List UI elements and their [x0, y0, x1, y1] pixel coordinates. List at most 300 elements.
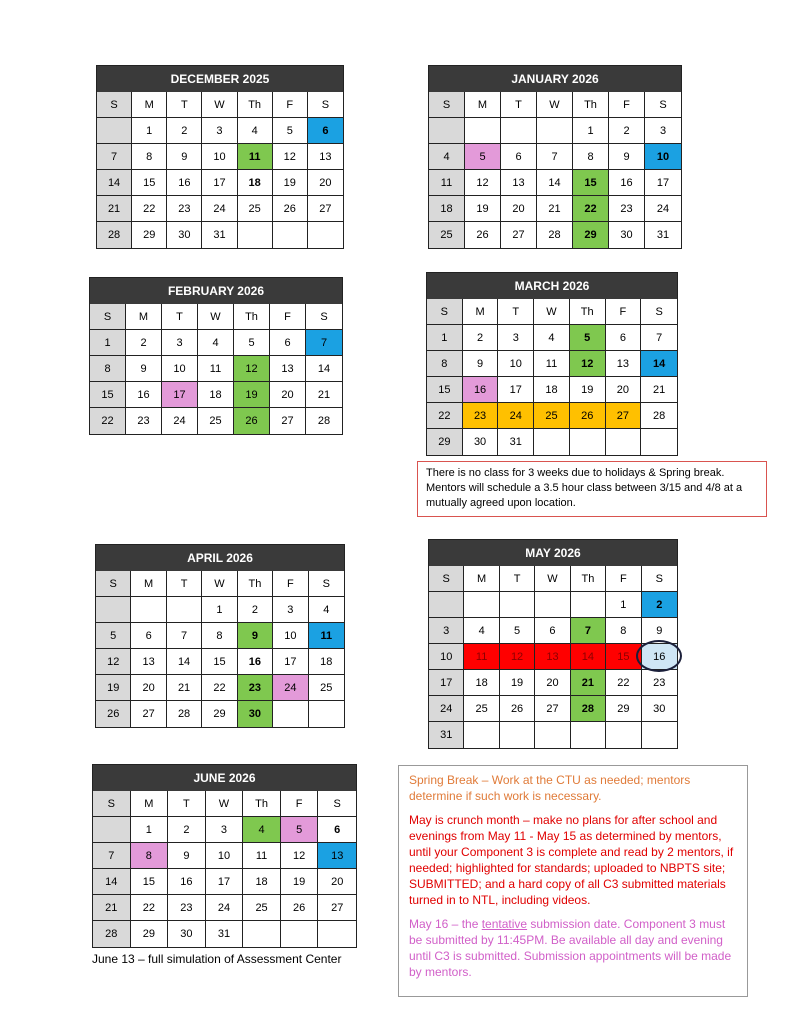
day-cell: 16 [167, 170, 202, 196]
empty-day-cell [535, 722, 570, 748]
empty-day-cell [500, 592, 535, 618]
day-cell: 4 [243, 817, 281, 843]
empty-day-cell [429, 592, 464, 618]
weekday-header: S [642, 566, 677, 592]
weekday-header: S [645, 92, 681, 118]
day-cell: 10 [273, 623, 308, 649]
day-cell: 20 [308, 170, 343, 196]
day-cell: 8 [90, 356, 126, 382]
empty-day-cell [642, 722, 677, 748]
day-cell: 26 [570, 403, 606, 429]
weekday-header: T [167, 571, 202, 597]
may-crunch-note: May is crunch month – make no plans for after school and evenings from May 11 - May 15 as determined by mentors, until your Component 3 is complete and read by 2 mentors, if needed; highlighted for standards; uploaded to NBPTS site; SUBMITTED; and a hard copy of all C3 submitted materials turned in to NTL, including videos. [409, 813, 734, 907]
empty-day-cell [535, 592, 570, 618]
day-cell: 26 [273, 196, 308, 222]
day-cell: 12 [500, 644, 535, 670]
day-cell: 10 [202, 144, 237, 170]
calendar-grid [93, 791, 356, 947]
day-cell: 17 [498, 377, 534, 403]
day-cell: 18 [198, 382, 234, 408]
day-cell: 5 [273, 118, 308, 144]
day-cell: 20 [535, 670, 570, 696]
empty-day-cell [318, 921, 356, 947]
day-cell: 23 [168, 895, 206, 921]
day-cell: 24 [273, 675, 308, 701]
day-cell: 15 [606, 644, 641, 670]
day-cell: 6 [131, 623, 166, 649]
day-cell: 26 [465, 222, 501, 248]
day-cell: 7 [167, 623, 202, 649]
weekday-header: S [641, 299, 677, 325]
day-cell: 24 [498, 403, 534, 429]
day-cell: 23 [463, 403, 499, 429]
day-cell: 8 [132, 144, 167, 170]
day-cell: 19 [570, 377, 606, 403]
day-cell: 9 [463, 351, 499, 377]
day-cell: 14 [537, 170, 573, 196]
day-cell: 27 [606, 403, 642, 429]
march-note-text: There is no class for 3 weeks due to holidays & Spring break. Mentors will schedule a 3.5 hour class between 3/15 and 4/8 at a mutually agreed upon location. [426, 467, 743, 509]
day-cell: 14 [641, 351, 677, 377]
weekday-header: S [427, 299, 463, 325]
day-cell: 31 [429, 722, 464, 748]
empty-day-cell [571, 722, 606, 748]
day-cell: 28 [167, 701, 202, 727]
weekday-header: W [202, 571, 237, 597]
calendar-title: FEBRUARY 2026 [90, 278, 342, 304]
weekday-header: S [97, 92, 132, 118]
day-cell: 3 [498, 325, 534, 351]
empty-day-cell [281, 921, 319, 947]
day-cell: 14 [97, 170, 132, 196]
day-cell: 11 [243, 843, 281, 869]
day-cell: 3 [273, 597, 308, 623]
day-cell: 7 [537, 144, 573, 170]
day-cell: 24 [429, 696, 464, 722]
day-cell: 17 [206, 869, 244, 895]
day-cell: 18 [429, 196, 465, 222]
day-cell: 12 [273, 144, 308, 170]
day-cell: 1 [131, 817, 169, 843]
day-cell: 18 [464, 670, 499, 696]
day-cell: 2 [463, 325, 499, 351]
day-cell: 5 [465, 144, 501, 170]
day-cell: 11 [534, 351, 570, 377]
empty-day-cell [167, 597, 202, 623]
day-cell: 28 [537, 222, 573, 248]
day-cell: 14 [167, 649, 202, 675]
day-cell: 25 [243, 895, 281, 921]
day-cell: 25 [238, 196, 273, 222]
weekday-header: T [500, 566, 535, 592]
day-cell: 29 [427, 429, 463, 455]
empty-day-cell [429, 118, 465, 144]
day-cell: 24 [206, 895, 244, 921]
day-cell: 25 [429, 222, 465, 248]
day-cell: 25 [534, 403, 570, 429]
day-cell: 14 [571, 644, 606, 670]
day-cell: 20 [318, 869, 356, 895]
day-cell: 10 [498, 351, 534, 377]
day-cell: 2 [642, 592, 677, 618]
weekday-header: S [318, 791, 356, 817]
day-cell: 13 [270, 356, 306, 382]
day-cell: 15 [202, 649, 237, 675]
day-cell: 16 [168, 869, 206, 895]
day-cell: 21 [93, 895, 131, 921]
day-cell: 9 [642, 618, 677, 644]
day-cell: 13 [501, 170, 537, 196]
day-cell: 22 [131, 895, 169, 921]
day-cell: 13 [606, 351, 642, 377]
day-cell: 28 [641, 403, 677, 429]
calendar-april-2026 [95, 544, 345, 728]
day-cell: 26 [234, 408, 270, 434]
day-cell: 8 [131, 843, 169, 869]
empty-day-cell [606, 722, 641, 748]
empty-day-cell [570, 429, 606, 455]
day-cell: 31 [206, 921, 244, 947]
day-cell: 17 [645, 170, 681, 196]
day-cell: 7 [97, 144, 132, 170]
day-cell: 30 [642, 696, 677, 722]
day-cell: 25 [464, 696, 499, 722]
weekday-header: W [534, 299, 570, 325]
day-cell: 11 [464, 644, 499, 670]
day-cell: 4 [198, 330, 234, 356]
calendar-grid [96, 571, 344, 727]
calendar-grid [97, 92, 343, 248]
weekday-header: M [463, 299, 499, 325]
day-cell: 11 [429, 170, 465, 196]
day-cell: 24 [202, 196, 237, 222]
day-cell: 4 [464, 618, 499, 644]
day-cell: 7 [641, 325, 677, 351]
calendar-title: MAY 2026 [429, 540, 677, 566]
day-cell: 23 [126, 408, 162, 434]
calendar-title: JANUARY 2026 [429, 66, 681, 92]
weekday-header: Th [571, 566, 606, 592]
weekday-header: S [306, 304, 342, 330]
day-cell: 15 [90, 382, 126, 408]
day-cell: 29 [132, 222, 167, 248]
day-cell: 5 [96, 623, 131, 649]
day-cell: 6 [318, 817, 356, 843]
weekday-header: M [131, 571, 166, 597]
empty-day-cell [93, 817, 131, 843]
weekday-header: Th [238, 92, 273, 118]
calendar-grid [90, 304, 342, 434]
day-cell: 25 [198, 408, 234, 434]
weekday-header: F [606, 299, 642, 325]
day-cell: 31 [656, 229, 670, 241]
day-cell: 24 [162, 408, 198, 434]
day-cell: 22 [606, 670, 641, 696]
weekday-header: Th [238, 571, 273, 597]
weekday-header: T [501, 92, 537, 118]
day-cell: 12 [96, 649, 131, 675]
day-cell: 15 [427, 377, 463, 403]
weekday-header: F [273, 92, 308, 118]
empty-day-cell [243, 921, 281, 947]
day-cell: 20 [131, 675, 166, 701]
day-cell: 17 [429, 670, 464, 696]
empty-day-cell [308, 222, 343, 248]
empty-day-cell [464, 722, 499, 748]
day-cell: 4 [309, 597, 344, 623]
weekday-header: M [465, 92, 501, 118]
weekday-header: M [126, 304, 162, 330]
day-cell: 16 [126, 382, 162, 408]
day-cell: 26 [281, 895, 319, 921]
weekday-header: S [429, 566, 464, 592]
calendar-grid [429, 92, 681, 248]
day-cell: 5 [570, 325, 606, 351]
day-cell: 18 [309, 649, 344, 675]
day-cell: 22 [132, 196, 167, 222]
day-cell: 10 [645, 144, 681, 170]
day-cell: 25 [309, 675, 344, 701]
empty-day-cell [606, 429, 642, 455]
empty-day-cell [465, 118, 501, 144]
day-cell: 9 [609, 144, 645, 170]
day-cell: 8 [427, 351, 463, 377]
day-cell: 26 [500, 696, 535, 722]
weekday-header: S [93, 791, 131, 817]
day-cell: 4 [534, 325, 570, 351]
day-cell: 31 [498, 429, 534, 455]
empty-day-cell [273, 222, 308, 248]
day-cell: 12 [465, 170, 501, 196]
day-cell: 7 [93, 843, 131, 869]
day-cell: 12 [570, 351, 606, 377]
day-cell: 14 [93, 869, 131, 895]
day-cell: 11 [309, 623, 344, 649]
weekday-header: F [270, 304, 306, 330]
may-16-note [409, 916, 737, 980]
may-16-rest: submission date. Component 3 must be submitted by 11:45PM. Be available all day and evening until C3 is submitted. Submission appointments will be made by mentors. [409, 917, 732, 979]
day-cell: 22 [90, 408, 126, 434]
day-cell: 15 [573, 170, 609, 196]
calendar-title: JUNE 2026 [93, 765, 356, 791]
empty-day-cell [501, 118, 537, 144]
weekday-header: M [464, 566, 499, 592]
weekday-header: W [198, 304, 234, 330]
day-cell: 3 [202, 118, 237, 144]
day-cell: 12 [234, 356, 270, 382]
weekday-header: S [309, 571, 344, 597]
day-cell: 9 [238, 623, 273, 649]
day-cell: 10 [429, 644, 464, 670]
day-cell: 15 [131, 869, 169, 895]
empty-day-cell [571, 592, 606, 618]
empty-day-cell [309, 701, 344, 727]
day-cell: 3 [429, 618, 464, 644]
day-cell: 22 [573, 196, 609, 222]
may-16-circle-highlight [636, 640, 682, 672]
weekday-header: S [90, 304, 126, 330]
calendar-january-2026 [428, 65, 682, 249]
day-cell: 2 [609, 118, 645, 144]
day-cell: 6 [308, 118, 343, 144]
day-cell: 18 [243, 869, 281, 895]
empty-day-cell [131, 597, 166, 623]
day-cell: 16 [642, 644, 677, 670]
day-cell: 5 [234, 330, 270, 356]
weekday-header: T [168, 791, 206, 817]
day-cell: 30 [463, 429, 499, 455]
day-cell: 18 [534, 377, 570, 403]
day-cell: 21 [167, 675, 202, 701]
day-cell: 13 [318, 843, 356, 869]
day-cell: 10 [162, 356, 198, 382]
day-cell: 1 [202, 597, 237, 623]
empty-day-cell [537, 118, 573, 144]
calendar-march-2026 [426, 272, 678, 456]
day-cell: 29 [573, 222, 609, 248]
day-cell: 23 [609, 196, 645, 222]
day-cell: 9 [126, 356, 162, 382]
calendar-december-2025 [96, 65, 344, 249]
day-cell: 15 [132, 170, 167, 196]
day-cell: 28 [571, 696, 606, 722]
day-cell: 5 [281, 817, 319, 843]
day-cell: 19 [96, 675, 131, 701]
day-cell: 28 [317, 415, 331, 427]
day-cell: 13 [308, 144, 343, 170]
weekday-header: M [132, 92, 167, 118]
day-cell: 28 [93, 921, 131, 947]
day-cell: 12 [281, 843, 319, 869]
weekday-header: Th [243, 791, 281, 817]
day-cell: 29 [131, 921, 169, 947]
day-cell: 20 [501, 196, 537, 222]
weekday-header: Th [570, 299, 606, 325]
day-cell: 7 [306, 330, 342, 356]
day-cell: 29 [202, 701, 237, 727]
day-cell: 29 [606, 696, 641, 722]
weekday-header: T [498, 299, 534, 325]
day-cell: 26 [96, 701, 131, 727]
empty-day-cell [97, 118, 132, 144]
may-16-tentative: tentative [481, 917, 528, 931]
day-cell: 27 [131, 701, 166, 727]
day-cell: 1 [427, 325, 463, 351]
day-cell: 27 [501, 222, 537, 248]
empty-day-cell [273, 701, 308, 727]
march-note-box [417, 461, 767, 517]
weekday-header: S [96, 571, 131, 597]
weekday-header: W [535, 566, 570, 592]
calendar-june-2026 [92, 764, 357, 948]
day-cell: 6 [501, 144, 537, 170]
day-cell: 22 [202, 675, 237, 701]
day-cell: 23 [238, 675, 273, 701]
day-cell: 27 [308, 196, 343, 222]
calendar-february-2026 [89, 277, 343, 435]
day-cell: 22 [427, 403, 463, 429]
weekday-header: M [131, 791, 169, 817]
weekday-header: T [167, 92, 202, 118]
day-cell: 30 [167, 222, 202, 248]
day-cell: 19 [281, 869, 319, 895]
calendar-may-2026 [428, 539, 678, 749]
day-cell: 20 [606, 377, 642, 403]
day-cell: 30 [609, 222, 645, 248]
day-cell: 13 [131, 649, 166, 675]
day-cell: 2 [126, 330, 162, 356]
weekday-header: S [429, 92, 465, 118]
day-cell: 19 [500, 670, 535, 696]
day-cell: 17 [202, 170, 237, 196]
weekday-header: W [537, 92, 573, 118]
spring-break-note: Spring Break – Work at the CTU as needed; mentors determine if such work is necessary. [409, 773, 691, 803]
weekday-header: F [609, 92, 645, 118]
empty-day-cell [534, 429, 570, 455]
day-cell: 27 [318, 895, 356, 921]
day-cell: 1 [573, 118, 609, 144]
weekday-header: Th [573, 92, 609, 118]
day-cell: 30 [238, 701, 273, 727]
weekday-header: Th [234, 304, 270, 330]
day-cell: 6 [606, 325, 642, 351]
weekday-header: W [202, 92, 237, 118]
weekday-header: F [606, 566, 641, 592]
day-cell: 1 [90, 330, 126, 356]
day-cell: 1 [132, 118, 167, 144]
day-cell: 30 [168, 921, 206, 947]
day-cell: 14 [306, 356, 342, 382]
day-cell: 31 [202, 222, 237, 248]
day-cell: 8 [573, 144, 609, 170]
day-cell: 2 [167, 118, 202, 144]
empty-day-cell [500, 722, 535, 748]
empty-day-cell [96, 597, 131, 623]
day-cell: 2 [238, 597, 273, 623]
calendar-title: APRIL 2026 [96, 545, 344, 571]
day-cell: 11 [198, 356, 234, 382]
day-cell: 3 [206, 817, 244, 843]
day-cell: 16 [463, 377, 499, 403]
day-cell: 6 [270, 330, 306, 356]
day-cell: 13 [535, 644, 570, 670]
calendar-title: DECEMBER 2025 [97, 66, 343, 92]
weekday-header: T [162, 304, 198, 330]
empty-day-cell [641, 429, 677, 455]
day-cell: 5 [500, 618, 535, 644]
day-cell: 23 [642, 670, 677, 696]
empty-day-cell [464, 592, 499, 618]
day-cell: 27 [535, 696, 570, 722]
day-cell: 11 [238, 144, 273, 170]
weekday-header: S [308, 92, 343, 118]
calendar-grid [427, 299, 677, 455]
day-cell: 21 [306, 382, 342, 408]
day-cell: 21 [537, 196, 573, 222]
day-cell: 21 [641, 377, 677, 403]
day-cell: 23 [167, 196, 202, 222]
day-cell: 9 [168, 843, 206, 869]
day-cell: 3 [645, 118, 681, 144]
day-cell: 8 [202, 623, 237, 649]
day-cell: 17 [273, 649, 308, 675]
day-cell: 19 [234, 382, 270, 408]
day-cell: 21 [97, 196, 132, 222]
day-cell: 20 [270, 382, 306, 408]
day-cell: 2 [168, 817, 206, 843]
day-cell: 7 [571, 618, 606, 644]
may-16-prefix: May 16 – the [409, 917, 482, 931]
